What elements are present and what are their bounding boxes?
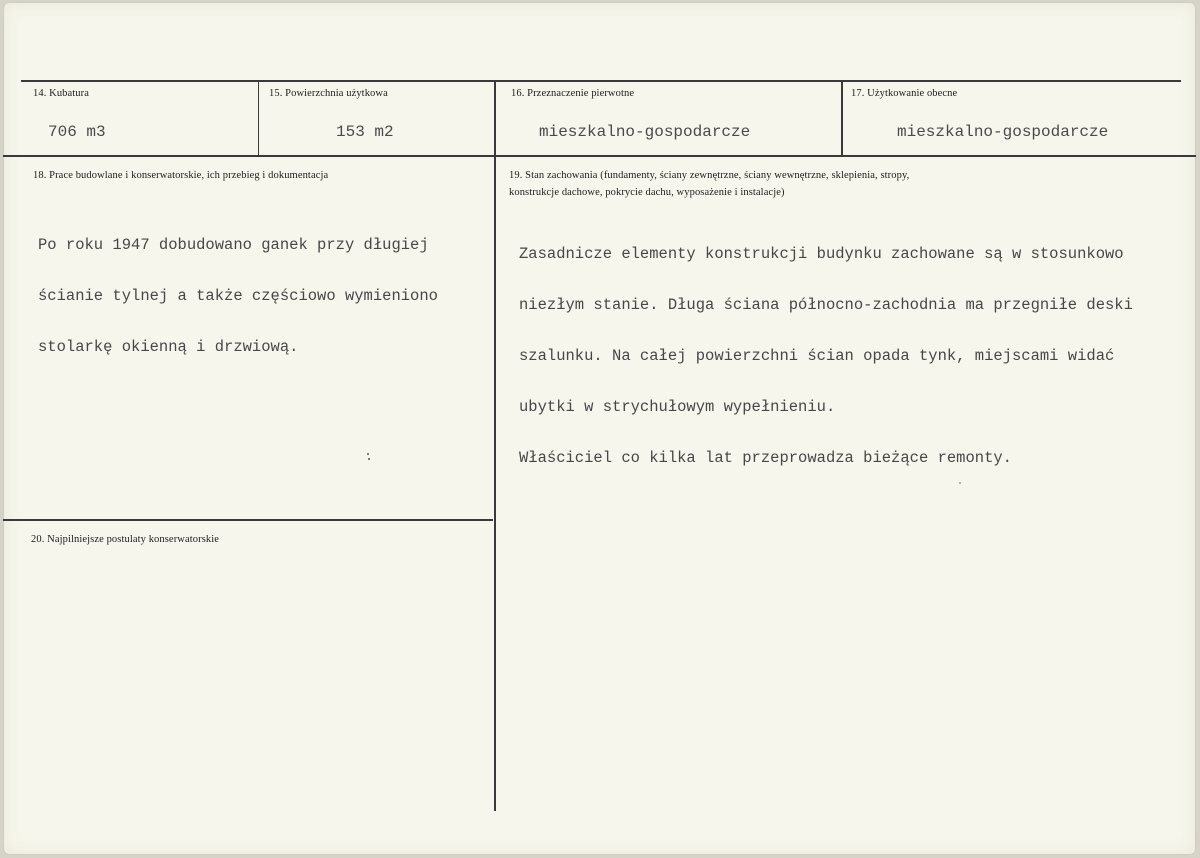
section-20-border <box>3 519 493 521</box>
kubatura-value: 706 m3 <box>48 123 106 141</box>
prace-line-3: stolarkę okienną i drzwiową. <box>38 338 299 356</box>
prace-text <box>38 203 438 390</box>
ink-speck <box>367 453 369 455</box>
stan-line-3: szalunku. Na całej powierzchni ścian opada tynk, miejscami widać <box>519 347 1115 365</box>
divider-14-15 <box>258 81 259 156</box>
mid-row-border <box>3 155 1196 157</box>
stan-line-4: ubytki w strychułowym wypełnieniu. <box>519 398 836 416</box>
ink-speck <box>368 458 370 460</box>
powierzchnia-value: 153 m2 <box>336 123 394 141</box>
ink-speck <box>959 482 961 484</box>
divider-15-16 <box>494 81 496 811</box>
stan-label-line-1: 19. Stan zachowania (fundamenty, ściany zewnętrzne, ściany wewnętrzne, sklepienia, stropy, <box>509 170 910 181</box>
stan-label <box>509 167 909 201</box>
prace-line-1: Po roku 1947 dobudowano ganek przy długiej <box>38 236 429 254</box>
top-row-border <box>21 80 1181 82</box>
prace-label: 18. Prace budowlane i konserwatorskie, ich przebieg i dokumentacja <box>33 170 329 181</box>
stan-line-1: Zasadnicze elementy konstrukcji budynku zachowane są w stosunkowo <box>519 245 1124 263</box>
stan-line-2: niezłym stanie. Długa ściana północno-zachodnia ma przegniłe deski <box>519 296 1133 314</box>
postulaty-label: 20. Najpilniejsze postulaty konserwatorskie <box>31 534 220 545</box>
przeznaczenie-label: 16. Przeznaczenie pierwotne <box>511 88 635 99</box>
powierzchnia-label: 15. Powierzchnia użytkowa <box>269 88 388 99</box>
prace-line-2: ścianie tylnej a także częściowo wymieniono <box>38 287 438 305</box>
record-card <box>3 2 1196 855</box>
uzytkowanie-value: mieszkalno-gospodarcze <box>897 123 1109 141</box>
przeznaczenie-value: mieszkalno-gospodarcze <box>539 123 751 141</box>
divider-16-17 <box>841 81 843 156</box>
stan-text <box>519 212 1133 501</box>
kubatura-label: 14. Kubatura <box>33 88 90 99</box>
uzytkowanie-label: 17. Użytkowanie obecne <box>851 88 958 99</box>
stan-line-5: Właściciel co kilka lat przeprowadza bieżące remonty. <box>519 449 1012 467</box>
stan-label-line-2: konstrukcje dachowe, pokrycie dachu, wyposażenie i instalacje) <box>509 187 785 198</box>
